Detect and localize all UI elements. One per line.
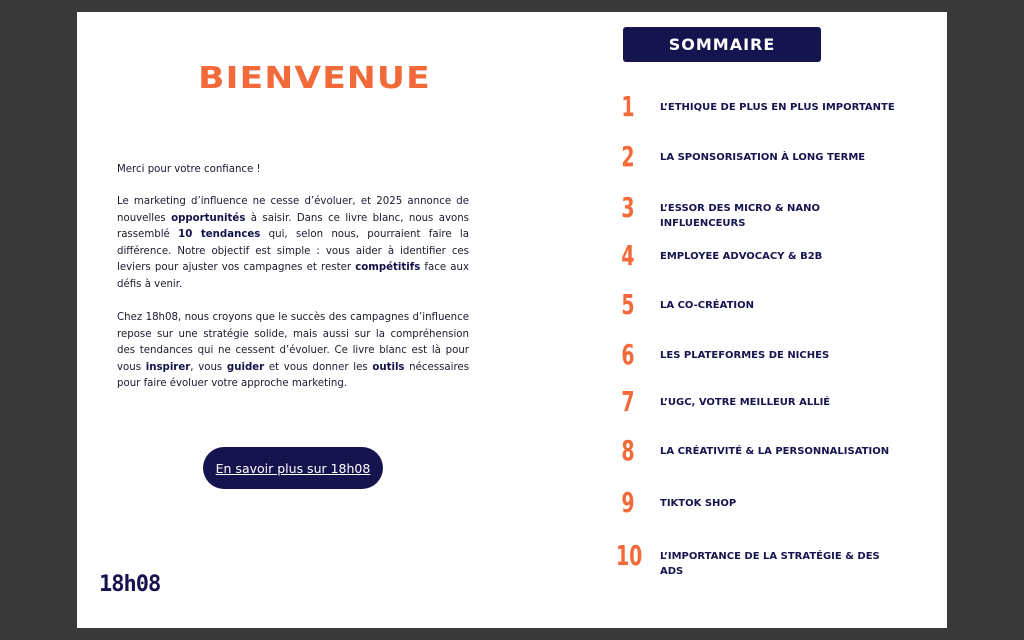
emphasis-tendances: 10 tendances: [178, 229, 261, 241]
summary-item: [612, 434, 912, 474]
learn-more-button[interactable]: En savoir plus sur 18h08: [203, 447, 383, 489]
summary-item: [612, 288, 912, 328]
summary-item-number: 5: [621, 288, 635, 321]
summary-item-label: L’IMPORTANCE DE LA STRATÉGIE & DES ADS: [660, 551, 880, 577]
summary-item-number: 1: [621, 90, 635, 123]
summary-item-label: LA CRÉATIVITÉ & LA PERSONNALISATION: [660, 446, 890, 457]
company-paragraph: Chez 18h08, nous croyons que le succès des campagnes d’influence repose sur une stratégie solide, mais aussi sur la compréhension des tendances qui ne cessent d’évoluer. Ce livre blanc est là pour vous inspirer, vous guider et vous donner les outils nécessaires pour faire évoluer votre approche marketing.: [117, 312, 469, 390]
summary-item-number: 9: [621, 486, 635, 519]
summary-item: [612, 191, 912, 231]
summary-item-label: EMPLOYEE ADVOCACY & B2B: [660, 251, 823, 262]
summary-item-label: L’UGC, VOTRE MEILLEUR ALLIÉ: [660, 397, 831, 408]
summary-item: [612, 239, 912, 279]
emphasis-opportunites: opportunités: [171, 212, 246, 224]
summary-item: [612, 90, 912, 130]
summary-item-number: 4: [621, 239, 635, 272]
summary-item: [612, 338, 912, 378]
welcome-title: BIENVENUE: [198, 61, 431, 96]
summary-item-number: 2: [621, 140, 635, 173]
summary-item: [612, 539, 912, 579]
summary-item-label: L’ETHIQUE DE PLUS EN PLUS IMPORTANTE: [660, 102, 895, 113]
summary-item-label: LA CO-CRÉATION: [660, 300, 755, 311]
summary-item-label: L’ESSOR DES MICRO & NANO INFLUENCEURS: [660, 203, 821, 229]
intro-paragraph: Le marketing d’influence ne cesse d’évoluer, et 2025 annonce de nouvelles opportunités à saisir. Dans ce livre blanc, nous avons rassemblé 10 tendances qui, selon nous, pourraient faire la différence. Notre objectif est simple : vous aider à identifier ces leviers pour ajuster vos campagnes et rester compétitifs face aux défis à venir.: [117, 196, 470, 290]
summary-item-number: 7: [621, 385, 635, 418]
summary-item: [612, 486, 912, 526]
thanks-paragraph: Merci pour votre confiance !: [117, 164, 261, 175]
emphasis-guider: guider: [226, 361, 265, 373]
summary-item: [612, 385, 912, 425]
summary-item-number: 10: [616, 539, 643, 572]
summary-item-number: 6: [621, 338, 635, 371]
summary-item-label: LA SPONSORISATION À LONG TERME: [660, 152, 866, 163]
summary-item-label: TIKTOK SHOP: [660, 498, 737, 509]
emphasis-inspirer: inspirer: [145, 361, 191, 373]
summary-item: [612, 140, 912, 180]
emphasis-competitifs: compétitifs: [355, 262, 421, 274]
summary-item-label: LES PLATEFORMES DE NICHES: [660, 350, 830, 361]
emphasis-outils: outils: [372, 361, 405, 373]
brand-logo: 18h08: [99, 572, 161, 597]
summary-header: SOMMAIRE: [623, 27, 821, 62]
summary-item-number: 3: [621, 191, 635, 224]
document-page: [77, 12, 947, 628]
summary-item-number: 8: [621, 434, 635, 467]
